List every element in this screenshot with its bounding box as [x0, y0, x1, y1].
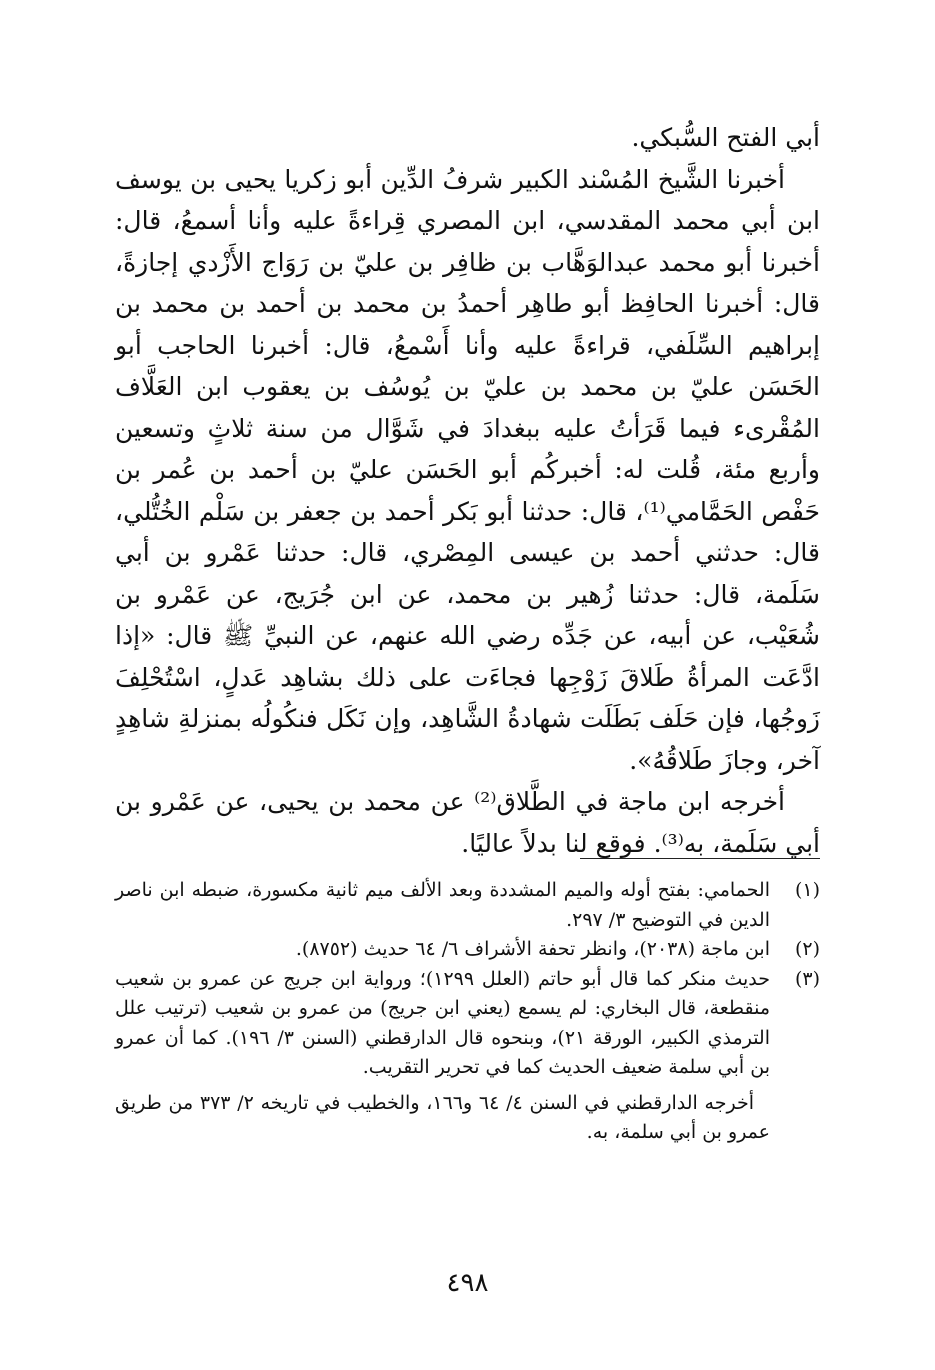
main-text: [115, 117, 820, 864]
footnote-number: (٢): [794, 938, 820, 960]
main-paragraph: أخبرنا الشَّيخ المُسْند الكبير شرفُ الدِّين أبو زكريا يحيى بن يوسف ابن أبي محمد المقدسي، ابن المصري قِراءةً عليه وأنا أسمعُ، قال: أخبرنا أبو محمد عبدالوَهَّاب بن ظافِر بن عليّ بن رَوَاج الأَزْدي إجازةً، قال: أخبرنا الحافِظ أبو طاهِر أحمدُ بن محمد بن أحمد بن محمد بن إبراهيم السِّلَفي، قراءةً عليه وأنا أَسْمعُ، قال: أخبرنا الحاجب أبو الحَسَن عليّ بن محمد بن عليّ بن يُوسُف بن يعقوب ابن العَلَّاف المُقْرىء فيما قَرَأتُ عليه ببغدادَ في شَوَّال من سنة ثلاثٍ وتسعين وأربع مئة، قُلت له: أخبركُم أبو الحَسَن عليّ بن أحمد بن عُمر بن حَفْص الحَمَّامي⁽¹⁾، قال: حدثنا أبو بَكر أحمد بن جعفر بن سَلْم الخُتُّلي، قال: حدثني أحمد بن عيسى المِصْري، قال: حدثنا عَمْرو بن أبي سَلَمة، قال: حدثنا زُهير بن محمد، عن ابن جُرَيج، عن عَمْرو بن شُعَيْب، عن أبيه، عن جَدِّه رضي الله عنهم، عن النبيِّ ﷺ قال: «إذا ادَّعَت المرأةُ طَلاقَ زَوْجِها فجاءَت على ذلك بشاهِد عَدلٍ، اسْتُحْلِفَ زَوجُها، فإن حَلَف بَطَلَت شهادةُ الشَّاهِد، وإن نَكَل فنكُولُه بمنزلةِ شاهِدٍ آخر، وجازَ طَلاقُهُ».: [115, 164, 820, 775]
main-paragraph: أخرجه ابن ماجة في الطَّلاق⁽²⁾ عن محمد بن يحيى، عن عَمْرو بن أبي سَلَمة، به⁽³⁾. فوقع لنا بدلاً عاليًا.: [115, 787, 820, 858]
footnote: [115, 965, 820, 1083]
footnote-text: الحمامي: بفتح أوله والميم المشددة وبعد الألف ميم ثانية مكسورة، ضبطه ابن ناصر الدين في التوضيح ٣/ ٢٩٧.: [115, 879, 770, 931]
page-number: ٤٩٨: [446, 1268, 489, 1298]
footnote-number: (١): [794, 879, 820, 901]
footnote-number: (٣): [794, 967, 820, 990]
footnote-text: حديث منكر كما قال أبو حاتم (العلل ١٢٩٩)؛ ورواية ابن جريج عن عمرو بن شعيب منقطعة، قال البخاري: لم يسمع (يعني ابن جريج) من عمرو بن شعيب (ترتيب علل الترمذي الكبير، الورقة ٢١)، وبنحوه قال الدارقطني (السنن ٣/ ١٩٦). كما أن عمرو بن أبي سلمة ضعيف الحديث كما في تحرير التقريب.: [115, 967, 770, 1078]
footnote: [115, 935, 820, 965]
footnote: [115, 876, 820, 935]
footnote-continuation: أخرجه الدارقطني في السنن ٤/ ٦٤ و١٦٦، والخطيب في تاريخه ٢/ ٣٧٣ من طريق عمرو بن أبي سلمة، به.: [115, 1091, 770, 1143]
footnotes: [115, 876, 820, 1148]
main-paragraph: أبي الفتح السُّبكي.: [631, 123, 820, 152]
footnote-text: ابن ماجة (٢٠٣٨)، وانظر تحفة الأشراف ٦/ ٦٤ حديث (٨٧٥٢).: [295, 938, 770, 960]
footnote-separator: [580, 858, 820, 859]
